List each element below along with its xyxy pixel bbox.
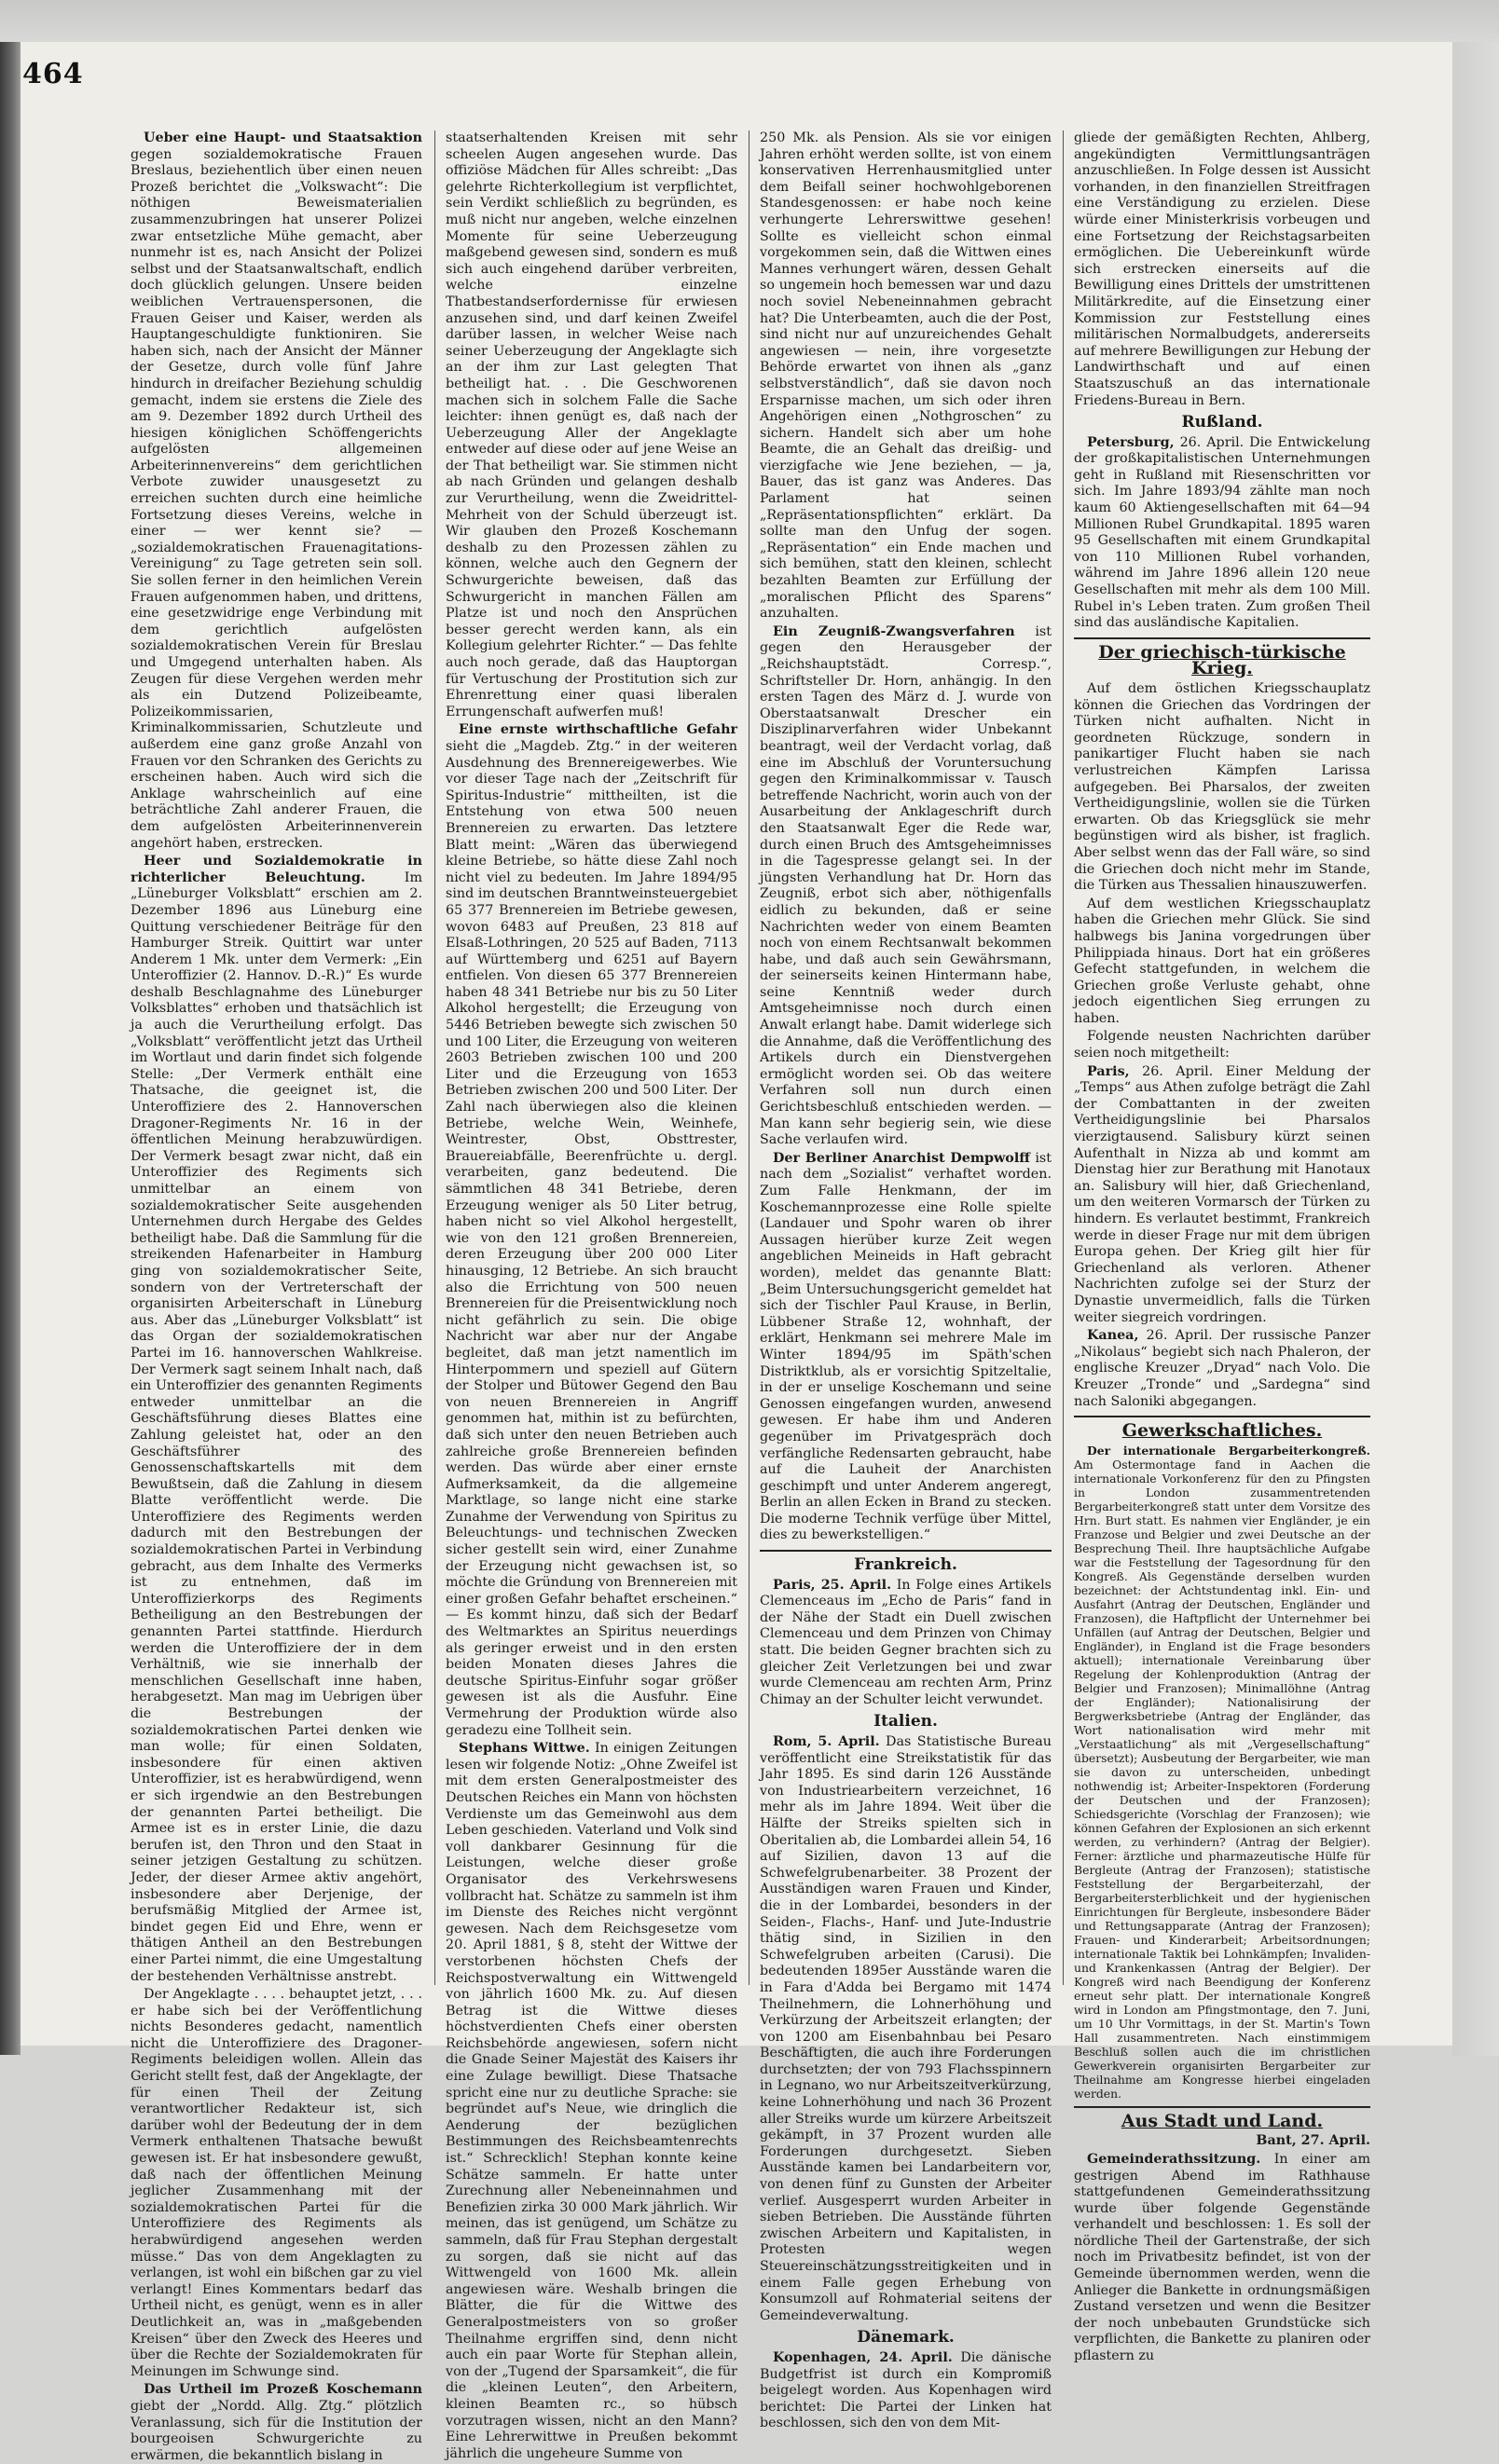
- article-text: Am Ostermontage fand in Aachen die internationale Vorkonferenz für den zu Pfingsten in London zusammentretenden Bergarbeiterkongreß statt unter dem Vorsitze des Hrn. Burt statt. Es nahmen vier Engländer, je ein Franzose und Belgier und zwei Deutsche an der Besprechung Theil. Ihre hauptsächliche Aufgabe war die Feststellung der Tagesordnung für den Kongreß. Als Gegenstände derselben wurden bezeichnet: der Achtstundentag inkl. Ein- und Ausfahrt (Antrag der Deutschen, Engländer und Franzosen), die Haftpflicht der Unternehmer bei Unfällen (auf Antrag der Deutschen, Belgier und Engländer), in England ist die Frage besonders aktuell); internationale Vereinbarung über Regelung der Kohlenproduktion (Antrag der Belgier und Franzosen); Minimallöhne (Antrag der Engländer); Nationalisirung der Bergwerksbetriebe (Antrag der Engländer, das Wort nationalisation wird mehr mit „Verstaatlichung“ als mit „Vergesellschaftung“ übersetzt); Ausbeutung der Bergarbeiter, wie man sie davon zu unterscheiden, unbedingt nothwendig ist; Arbeiter-Inspektoren (Forderung der Deutschen und der Franzosen); Schiedsgerichte (Vorschlag der Franzosen); wie können Gefahren der Explosionen an sich erkennt werden, zu verhindern? (Antrag der Belgier). Ferner: ärztliche und pharmazeutische Hülfe für Bergleute (Antrag der Franzosen); statistische Feststellung der Bergarbeiterzahl, der Bergarbeitersterblichkeit und der hygienischen Einrichtungen für Bergleute, insbesondere Bäder und Rettungsapparate (Antrag der Franzosen); Frauen- und Kinderarbeit; Arbeitsordnungen; internationale Taktik bei Lohnkämpfen; Invaliden- und Krankenkassen (Antrag der Belgier). Der Kongreß wird nach Beendigung der Konferenz erneut sehr platt. Der internationale Kongreß wird in London am Pfingstmontage, den 7. Juni, um 10 Uhr Vormittags, in der St. Martin's Town Hall zusammentreten. Nach einstimmigem Beschluß sollen auch die im christlichen Gewerkverein organisirten Bergarbeiter zur Theilnahme am Kongresse hierbei eingeladen werden.: [1074, 1457, 1370, 2101]
- section-heading-stadt-und-land: Aus Stadt und Land.: [1121, 2110, 1324, 2131]
- column-rule: [1063, 130, 1064, 1985]
- article-paragraph: [446, 130, 737, 720]
- article-paragraph: [760, 1578, 1052, 1709]
- column-1: [131, 130, 423, 2463]
- article-paragraph: [1074, 130, 1370, 409]
- section-heading-gewerkschaftliches: Gewerkschaftliches.: [1121, 1420, 1323, 1442]
- article-text: ist nach dem „Sozialist“ verhaftet worden. Zum Falle Henkmann, der im Koschemannprozesse eine Rolle spielte (Landauer und Spohr waren ob ihrer Aussagen hierüber kurze Zeit wegen angeblichen Meineids in Haft gebracht worden), meldet das genannte Blatt: „Beim Untersuchungsgericht gemeldet hat sich der Tischler Paul Krause, in Berlin, Lübbener Straße 12, wohnhaft, der erklärt, Henkmann sei mehrere Male im Winter 1894/95 im Späth'schen Distriktklub, als er vorsichtig Spitzeltalie, in der er unselige Koschemann und seine Genossen eingefangen wurden, anwesend gewesen. Er habe ihm und Anderen gegenüber im Privatgespräch doch verfängliche Redensarten gebraucht, habe auf die Lauheit der Anarchisten geschimpft und unter Anderem angeregt, Berlin an allen Ecken in Brand zu stecken. Die moderne Technik verfüge über Mittel, dies zu bewerkstelligen.“: [760, 1150, 1052, 1543]
- section-heading-daenemark: Dänemark.: [857, 2328, 955, 2348]
- article-lead: Ein Zeugniß-Zwangsverfahren: [773, 623, 1015, 639]
- article-paragraph: [1074, 2152, 1370, 2365]
- article-lead: Petersburg,: [1087, 434, 1175, 450]
- article-lead: Heer und Sozialdemokratie in richterlicher Beleuchtung.: [131, 854, 422, 885]
- article-text: gliede der gemäßigten Rechten, Ahlberg, angekündigten Vermittlungsanträgen anzuschließen. In Folge dessen ist Aussicht vorhanden, in den finanziellen Streitfragen eine Verständigung zu erzielen. Diese würde einer Ministerkrisis vorbeugen und eine Fortsetzung der Reichstagsarbeiten ermöglichen. Die Uebereinkunft würde sich erstrecken einerseits auf die Bewilligung eines Drittels der umstrittenen Militärkredite, auf die Einsetzung einer Kommission zur Feststellung eines militärischen Normalbudgets, andererseits auf mehrere Bewilligungen zur Hebung der Landwirthschaft und auf einen Staatszuschuß an das internationale Friedens-Bureau in Bern.: [1074, 130, 1370, 408]
- article-lead: Kanea,: [1087, 1328, 1139, 1344]
- article-lead: Der internationale Bergarbeiterkongreß.: [1087, 1443, 1370, 1458]
- section-divider: [1074, 2106, 1370, 2108]
- article-text: Das Statistische Bureau veröffentlicht eine Streikstatistik für das Jahr 1895. Es sind darin 126 Ausstände von Industriearbeitern verzeichnet, 16 mehr als im Jahre 1894. Weit über die Hälfte der Streiks spielten sich in Oberitalien ab, die Lombardei allein 54, 16 auf Sizilien, davon 13 auf die Schwefelgrubenarbeiter. 38 Prozent der Ausständigen waren Frauen und Kinder, die in der Lombardei, besonders in der Seiden-, Flachs-, Hanf- und Jute-Industrie thätig sind, in Sizilien in den Schwefelgruben arbeiten (Carusi). Die bedeutenden 1895er Ausstände waren die in Fara d'Adda bei Bergamo mit 1474 Theilnehmern, die Lohnerhöhung und Verkürzung der Arbeitszeit erlangten; der von 1200 am Eisenbahnbau bei Pesaro Beschäftigten, die auch ihre Forderungen durchsetzten; der von 793 Flachsspinnern in Legnano, wo nur Arbeitszeitverkürzung, keine Lohnerhöhung und nach 36 Prozent aller Streiks wurde um kürzere Arbeitszeit gekämpft, in 37 Prozent wurden alle Forderungen durchgesetzt. Sieben Ausstände kamen bei Landarbeitern vor, von denen fünf zu Gunsten der Arbeiter verlief. Ausgesperrt wurden Arbeiter in sieben Betrieben. Die Ausstände führten zwischen Arbeitern und Kapitalisten, in Protesten wegen Steuereinschätzungsstreitigkeiten und in einem Falle gegen Erhebung von Konsumzoll auf Rohmaterial seitens der Gemeindeverwaltung.: [760, 1734, 1052, 2323]
- article-paragraph: [1074, 1029, 1370, 1061]
- section-heading-frankreich: Frankreich.: [854, 1555, 957, 1575]
- article-lead: Paris,: [1087, 1063, 1130, 1079]
- section-divider: [1074, 637, 1370, 639]
- article-text: Folgende neusten Nachrichten darüber seien noch mitgetheilt:: [1074, 1029, 1370, 1061]
- article-lead: Kopenhagen, 24. April.: [773, 2349, 953, 2365]
- article-lead: Das Urtheil im Prozeß Koschemann: [144, 2382, 422, 2398]
- column-3: [760, 130, 1052, 2431]
- article-text: Im „Lüneburger Volksblatt“ erschien am 2. Dezember 1896 aus Lüneburg eine Quittung verschiedener Beiträge für den Hamburger Streik. Quittirt war unter Anderem 1 Mk. unter dem Vermerk: „Ein Unteroffizier (2. Hannov. D.-R.)“ Es wurde deshalb Beschlagnahme des Lüneburger Volksblattes“ erhoben und thatsächlich ist ja auch die Verurtheilung erfolgt. Das „Volksblatt“ veröffentlicht jetzt das Urtheil im Wortlaut und darin findet sich folgende Stelle: „Der Vermerk enthält eine Thatsache, die geeignet ist, die Unteroffiziere des 2. Hannoverschen Dragoner-Regiments Nr. 16 in der öffentlichen Meinung herabzuwürdigen. Der Vermerk besagt zwar nicht, daß ein Unteroffizier des Regiments sich unmittelbar an einem von sozialdemokratischer Seite ausgehenden Unternehmen durch Hergabe des Geldes betheiligt habe. Daß die Sammlung für die streikenden Hafenarbeiter in Hamburg ging von sozialdemokratischer Seite, sondern von der Vertreterschaft der organisirten Arbeiterschaft in Lüneburg aus. Aber das „Lüneburger Volksblatt“ ist das Organ der sozialdemokratischen Partei im 16. hannoverschen Wahlkreise. Der Vermerk sagt seinem Inhalt nach, daß ein Unteroffizier des genannten Regiments entweder unmittelbar an die Geschäftsführung dieses Blattes eine Zahlung geleistet hat, oder an den Geschäftsführer des Genossenschaftskartells mit dem Bewußtsein, daß die Zahlung in diesem Blatte veröffentlicht werde. Die Unteroffiziere des Regiments werden dadurch mit den Bestrebungen der sozialdemokratischen Partei in Verbindung gebracht, aus dem Inhalte des Vermerks ist zu entnehmen, daß im Unteroffizierkorps des Regiments Betheiligung an den Bestrebungen der genannten Partei stattfinde. Hierdurch werden die Unteroffiziere der in dem Verhältniß, wie sie innerhalb der menschlichen Gesellschaft inne haben, herabgesetzt. Man mag im Uebrigen über die Bestrebungen der sozialdemokratischen Partei denken wie man wolle; für einen Soldaten, insbesondere für einen aktiven Unteroffizier, ist es herabwürdigend, wenn er sich irgendwie an den Bestrebungen der genannten Partei betheiligt. Die Armee ist es in erster Linie, die dazu berufen ist, den Thron und den Staat in seiner jetzigen Gestaltung zu schützen. Jeder, der dieser Armee aktiv angehört, insbesondere aber Derjenige, der berufsmäßig Mitglied der Armee ist, bindet gegen Eid und Ehre, wenn er thätigen Antheil an den Bestrebungen einer Partei nimmt, die eine Umgestaltung der bestehenden Verhältnisse anstrebt.: [131, 869, 423, 1984]
- article-paragraph: [1074, 1064, 1370, 1327]
- book-spine-shadow: [0, 42, 21, 2055]
- article-text: In einigen Zeitungen lesen wir folgende Notiz: „Ohne Zweifel ist mit dem ersten Generalpostmeister des Deutschen Reiches ein Mann von höchsten Verdienste um das Gemeinwohl aus dem Leben geschieden. Vaterland und Volk sind voll dankbarer Gesinnung für die Leistungen, welche dieser große Organisator des Verkehrswesens vollbracht hat. Schätze zu sammeln ist ihm im Dienste des Reiches nicht vergönnt gewesen. Nach dem Reichsgesetze vom 20. April 1881, § 8, steht der Wittwe der verstorbenen höchsten Chefs der Reichspostverwaltung ein Wittwengeld von jährlich 1600 Mk. zu. Auf diesen Betrag ist die Wittwe dieses höchstverdienten Chefs einer obersten Reichsbehörde angewiesen, sofern nicht die Gnade Seiner Majestät des Kaisers ihr eine Zulage bewilligt. Diese Thatsache spricht eine nur zu deutliche Sprache: sie begründet auf's Neue, wie dringlich die Aenderung der bezüglichen Bestimmungen des Reichsbeamtenrechts ist.“ Schrecklich! Stephan konnte keine Schätze sammeln. Er hatte unter Zurechnung aller Nebeneinnahmen und Benefizien zirka 30 000 Mark jährlich. Wir meinen, das ist genügend, um Schätze zu sammeln, daß für Frau Stephan dergestalt zu sorgen, daß sie nicht auf das Wittwengeld von 1600 Mk. allein angewiesen wäre. Weshalb bringen die Blätter, die für die Wittwe des Generalpostmeisters von so großer Theilnahme ergriffen sind, denn nicht auch ein paar Worte für Stephan allein, von der „Tugend der Sparsamkeit“, die für die „kleinen Leuten“, den Arbeitern, kleinen Beamten rc., so hübsch vorzutragen wissen, nicht an den Mann? Eine Lehrerwittwe in Preußen bekommt jährlich die ungeheure Summe von: [446, 1741, 737, 2461]
- article-paragraph: [1074, 1444, 1370, 2101]
- article-paragraph: [446, 1741, 737, 2462]
- article-paragraph: [760, 2350, 1052, 2432]
- article-lead: Ueber eine Haupt- und Staatsaktion: [144, 130, 422, 145]
- article-paragraph: [1074, 681, 1370, 895]
- article-text: In einer am gestrigen Abend im Rathhause stattgefundenen Gemeinderathssitzung wurde über folgende Gegenstände verhandelt und beschlossen: 1. Es soll der nördliche Theil der Gartenstraße, der sich noch im Privatbesitz befindet, ist von der Gemeinde übernommen werden, wenn die Anlieger die Bankette in ordnungsmäßigen Zustand versetzen und wenn die Besitzer der noch unbebauten Grundstücke sich verpflichten, die Bankette zu planiren oder pflastern zu: [1074, 2151, 1370, 2364]
- article-paragraph: [131, 130, 422, 852]
- article-text: ist gegen den Herausgeber der „Reichshauptstädt. Corresp.“, Schriftsteller Dr. Horn, anhängig. In den ersten Tagen des März d. J. wurde von Oberstaatsanwalt Drescher ein Disziplinarverfahren wider Unbekannt beantragt, weil der Verdacht vorlag, daß eine im Abschluß der Voruntersuchung gegen den Kriminalkommissar v. Tausch betreffende Nachricht, worin auch von der Ausarbeitung der Anklageschrift durch den Staatsanwalt Eger die Rede war, durch einen Bruch des Amtsgeheimnisses in die Tagespresse gelangt sei. In der jüngsten Verhandlung hat Dr. Horn das Zeugniß, erbot sich aber, nöthigenfalls eidlich zu bekunden, daß er seine Nachrichten weder von einem Beamten noch von einem Rechtsanwalt bekommen habe, und daß auch sein Gewährsmann, der seinerseits keinen Hintermann habe, seine Kenntniß weder durch Amtsgeheimnisse noch durch einen Anwalt erlangt habe. Damit widerlege sich die Annahme, daß die Veröffentlichung des Artikels durch ein Dienstvergehen ermöglicht worden sei. Ob das weitere Verfahren soll nun durch einen Gerichtsbeschluß entschieden werden. — Man kann sehr begierig sein, wie diese Sache verlaufen wird.: [760, 623, 1052, 1148]
- article-text: gegen sozialdemokratische Frauen Breslaus, beziehentlich über einen neuen Prozeß berichtet die „Volkswacht“: Die nöthigen Beweismaterialien zusammenzubringen hat unserer Polizei zwar entsetzliche Mühe gemacht, aber nunmehr ist es, nach Ansicht der Polizei selbst und der Staatsanwaltschaft, endlich doch glücklich gelungen. Unsere beiden weiblichen Vertrauenspersonen, die Frauen Geiser und Kaiser, werden als Hauptangeschuldigte funktioniren. Sie haben sich, nach der Ansicht der Männer der Gesetze, durch volle fünf Jahre hindurch in dreifacher Beziehung schuldig gemacht, indem sie erstens die Ziele des am 9. Dezember 1892 durch Urtheil des hiesigen königlichen Schöffengerichts aufgelösten allgemeinen Arbeiterinnenvereins“ dem gerichtlichen Verbote zuwider unausgesetzt zu erreichen suchten durch eine heimliche Fortsetzung dieses Vereins, welche in einer — wer kennt sie? — „sozialdemokratischen Frauenagitations-Vereinigung“ zu Tage getreten sein soll. Sie sollen ferner in den heimlichen Verein Frauen aufgenommen haben, und drittens, eine gesetzwidrige enge Verbindung mit dem gerichtlich aufgelösten sozialdemokratischen Verein für Breslau und Umgegend unterhalten haben. Als Zeugen für diese Vergehen werden mehr als ein Dutzend Polizeibeamte, Polizeikommissarien, Kriminalkommissarien, Schutzleute und außerdem eine ganz große Anzahl von Frauen vor den Schranken des Gerichts zu erscheinen haben. Auch wird sich die Anklage wahrscheinlich auf eine beträchtliche Zahl anderer Frauen, die dem aufgelösten Arbeiterinnenverein angehört haben, erstrecken.: [131, 146, 422, 851]
- article-text: staatserhaltenden Kreisen mit sehr scheelen Augen angesehen wurde. Das offiziöse Mädchen für Alles schreibt: „Das gelehrte Richterkollegium ist verpflichtet, sein Verdikt schließlich zu begründen, es muß nicht nur angeben, welche einzelnen Momente für seine Ueberzeugung maßgebend gewesen sind, sondern es muß sich auch eingehend darüber verbreiten, welche einzelne Thatbestandserfordernisse für erwiesen anzusehen sind, und darf keinen Zweifel darüber lassen, in welcher Weise nach seiner Ueberzeugung der Angeklagte sich an der ihm zur Last gelegten That betheiligt hat. . . Die Geschworenen machen sich in solchem Falle die Sache leichter: ihnen genügt es, daß nach der Ueberzeugung Aller der Angeklagte entweder auf diese oder auf jene Weise an der That betheiligt war. Sie stimmen nicht ab nach Gründen und gelangen deshalb zur Verurtheilung, wenn die Zweidrittel-Mehrheit von der Schuld überzeugt ist. Wir glauben den Prozeß Koschemann deshalb zu den Prozessen zählen zu können, welche auch den Gegnern der Schwurgerichte beweisen, daß das Schwurgericht in manchen Fällen am Platze ist und noch den Ansprüchen besser gerecht werden kann, als ein Kollegium gelehrter Richter.“ — Das fehlte auch noch gerade, daß das Hauptorgan für Vertuschung der Prostitution sich zur Ehrenrettung einer quasi liberalen Errungenschaft aufwerfen muß!: [446, 130, 737, 719]
- article-paragraph: [446, 722, 737, 1739]
- article-paragraph: [1074, 1328, 1370, 1410]
- section-divider: [760, 1550, 1052, 1552]
- article-text: Auf dem östlichen Kriegsschauplatz können die Griechen das Vordringen der Türken nicht aufhalten. Nicht in geordneten Rückzuge, sondern in panikartiger Flucht haben sie nach verlustreichen Kämpfen Larissa aufgegeben. Bei Pharsalos, der zweiten Vertheidigungslinie, wollen sie die Türken erwarten. Ob das Kriegsglück sie mehr begünstigen wird als bisher, ist fraglich. Aber selbst wenn das der Fall wäre, so sind die Griechen doch nicht mehr im Stande, die Türken aus Thessalien hinauszuwerfen.: [1074, 681, 1370, 894]
- article-lead: Rom, 5. April.: [773, 1734, 880, 1749]
- article-paragraph: [131, 854, 422, 1985]
- article-paragraph: [131, 2382, 422, 2464]
- column-rule: [749, 130, 750, 1985]
- section-heading-krieg: Der griechisch-türkische Krieg.: [1098, 641, 1346, 679]
- article-text: giebt der „Nordd. Allg. Ztg.“ plötzlich Veranlassung, sich für die Institution der bourgeoisen Schwurgerichte zu erwärmen, die bekanntlich bislang in: [131, 2398, 422, 2463]
- article-text: 26. April. Einer Meldung der „Temps“ aus Athen zufolge beträgt die Zahl der Combattanten in der zweiten Vertheidigungslinie bei Pharsalos vierzigtausend. Salisbury kürzt seinen Aufenthalt in Nizza ab und kommt am Dienstag hier zur Berathung mit Hanotaux an. Salisbury will hier, daß Griechenland, um den weiteren Vormarsch der Türken zu hindern. Es verlautet bestimmt, Frankreich werde in dieser Frage nur mit dem übrigen Europa gehen. Der Krieg gilt hier für Griechenland als verloren. Athener Nachrichten zufolge sei der Sturz der Dynastie unvermeidlich, falls die Türken weiter siegreich vordringen.: [1074, 1063, 1370, 1325]
- article-lead: Paris, 25. April.: [773, 1577, 892, 1593]
- column-4: [1074, 130, 1371, 2364]
- article-paragraph: [1074, 435, 1370, 632]
- article-text: In Folge eines Artikels Clemenceaus im „Echo de Paris“ fand in der Nähe der Stadt ein Duell zwischen Clemenceau und dem Prinzen von Chimay statt. Die beiden Gegner brachten sich zu gleicher Zeit Verletzungen bei und zwar wurde Clemenceau am rechten Arm, Prinz Chimay an der Schulter leicht verwundet.: [760, 1577, 1052, 1707]
- article-paragraph: [760, 624, 1052, 1149]
- article-text: 26. April. Der russische Panzer „Nikolaus“ begiebt sich nach Phaleron, der englische Kreuzer „Dryad“ nach Volo. Die Kreuzer „Tronde“ und „Sardegna“ sind nach Saloniki abgegangen.: [1074, 1328, 1370, 1409]
- article-lead: Der Berliner Anarchist Dempwolff: [773, 1150, 1031, 1166]
- article-paragraph: [760, 1734, 1052, 2324]
- section-heading-italien: Italien.: [873, 1712, 938, 1732]
- article-text: Auf dem westlichen Kriegsschauplatz haben die Griechen mehr Glück. Sie sind halbwegs bis Janina vorgedrungen über Philippiada hinaus. Dort hat ein größeres Gefecht stattgefunden, in welchem die Griechen große Verluste gehabt, ohne jedoch eigentlichen Sieg errungen zu haben.: [1074, 896, 1370, 1026]
- page-number: 464: [22, 58, 84, 90]
- article-paragraph: [1074, 897, 1370, 1028]
- article-lead: Eine ernste wirthschaftliche Gefahr: [459, 722, 737, 738]
- section-divider: [1074, 1416, 1370, 1417]
- article-text: 250 Mk. als Pension. Als sie vor einigen Jahren erhöht werden sollte, ist von einem konservativen Herrenhausmitglied unter dem Beifall seiner hochwohlgeborenen Standesgenossen: er habe noch keine verhungerte Lehrerswittwe gesehen! Sollte es vielleicht schon einmal vorgekommen sein, daß die Wittwen eines Mannes verhungert wären, dessen Gehalt so ungemein hoch bemessen war und dazu noch soviel Nebeneinnahmen gebracht hat? Die Unterbeamten, auch die der Post, sind nicht nur auf unzureichendes Gehalt angewiesen — nein, ihre vorgesetzte Behörde erwartet von ihnen als „ganz selbstverständlich“, daß sie davon noch Ersparnisse machen, um sich oder ihren Angehörigen einen „Nothgroschen“ zu sichern. Handelt sich aber um hohe Beamte, die an Gehalt das dreißig- und vierzigfache wie Jene beziehen, — ja, Bauer, das ist ganz was Anderes. Das Parlament hat seinen „Repräsentationspflichten“ erklärt. Da sollte man den Unfug der sogen. „Repräsentation“ ein Ende machen und sich bemühen, statt den kleinen, schlecht bezahlten Beamten zur Erfüllung der „moralischen Pflicht des Sparens“ anzuhalten.: [760, 130, 1052, 622]
- scan-top-border: [0, 0, 1499, 42]
- article-lead: Stephans Wittwe.: [459, 1741, 590, 1757]
- column-2: [446, 130, 737, 2461]
- article-paragraph: [131, 1987, 422, 2380]
- article-text: Der Angeklagte . . . . behauptet jetzt, . . . er habe sich bei der Veröffentlichung nichts Besonderes gedacht, namentlich nicht die Unteroffiziere des Dragoner-Regiments beleidigen wollen. Allein das Gericht stellt fest, daß der Angeklagte, der für einen Theil der Zeitung verantwortlicher Redakteur ist, sich darüber wohl der Bedeutung der in dem Vermerk enthaltenen Thatsache bewußt gewesen ist. Er hat insbesondere gewußt, daß nach der öffentlichen Meinung jeglicher Zusammenhang mit der sozialdemokratischen Partei für die Unteroffiziere des Regiments als herabwürdigend angesehen werden müsse.“ Das von dem Angeklagten zu verlangen, ist wohl ein bißchen gar zu viel verlangt! Eines Kommentars bedarf das Urtheil nicht, es genügt, wenn es in aller Deutlichkeit an, was in „maßgebenden Kreisen“ über den Zweck des Heeres und über die Rechte der Sozialdemokraten für Meinungen im Schwunge sind.: [131, 1987, 422, 2379]
- dateline: Bant, 27. April.: [1256, 2133, 1370, 2149]
- article-text: Die dänische Budgetfrist ist durch ein Kompromiß beigelegt worden. Aus Kopenhagen wird berichtet: Die Partei der Linken hat beschlossen, sich den von dem Mit-: [760, 2349, 1052, 2431]
- article-paragraph: [760, 130, 1052, 623]
- article-text: sieht die „Magdeb. Ztg.“ in der weiteren Ausdehnung des Brennereigewerbes. Wie vor dieser Tage nach der „Zeitschrift für Spiritus-Industrie“ mittheilten, ist die Entstehung von etwa 500 neuen Brennereien zu erwarten. Das letztere Blatt meint: „Wären das überwiegend kleine Betriebe, so hätte diese Zahl noch nicht viel zu bedeuten. Im Jahre 1894/95 sind im deutschen Branntweinsteuergebiet 65 377 Brennereien im Betriebe gewesen, wovon 6483 auf Preußen, 23 818 auf Elsaß-Lothringen, 20 525 auf Baden, 7113 auf Württemberg und 6251 auf Bayern entfielen. Von diesen 65 377 Brennereien haben 48 341 Betriebe nur bis zu 50 Liter Alkohol hergestellt; die Erzeugung von 5446 Betrieben bewegte sich zwischen 50 und 100 Liter, die Erzeugung von weiteren 2603 Betrieben zwischen 100 und 200 Liter und die Erzeugung von 1653 Betrieben zwischen 200 und 500 Liter. Der Zahl nach überwiegen also die kleinen Betriebe, welche Wein, Weinhefe, Weintrester, Obst, Obsttrester, Brauereiabfälle, Beerenfrüchte u. dergl. verarbeiten, ganz bedeutend. Die sämmtlichen 48 341 Betriebe, deren Erzeugung weniger als 50 Liter betrug, haben nicht so viel Alkohol hergestellt, wie von den 121 großen Brennereien, deren Erzeugung über 200 000 Liter hinausging, 12 Betriebe. An sich braucht also die Errichtung von 500 neuen Brennereien für die Preisentwicklung noch nicht gefährlich zu sein. Die obige Nachricht war aber nur der Angabe begleitet, daß man jetzt namentlich im Hinterpommern und speziell auf Gütern der Stolper und Bütower Gegend den Bau von neuen Brennereien in Angriff genommen hat, mithin ist zu befürchten, daß sich unter den neuen Betrieben auch zahlreiche große Brennereien befinden werden. Das würde aber einer ernste Aufmerksamkeit, da die allgemeine Marktlage, so lange nicht eine starke Zunahme der Verwendung von Spiritus zu Beleuchtungs- und technischen Zwecken sicher gestellt sein wird, einer Zunahme der Erzeugung nicht gewachsen ist, so möchte die Gründung von Brennereien mit einer großen Gefahr behaftet erscheinen.“ — Es kommt hinzu, daß sich der Bedarf des Weltmarktes an Spiritus neuerdings als geringer erweist und in den ersten beiden Monaten dieses Jahres die deutsche Spiritus-Einfuhr sogar größer gewesen ist als die Ausfuhr. Eine Vermehrung der Produktion würde also geradezu eine Tollheit sein.: [446, 738, 737, 1738]
- column-rule: [434, 130, 435, 1985]
- scan-right-border: [1452, 42, 1499, 2056]
- article-paragraph: [760, 1151, 1052, 1544]
- article-text: 26. April. Die Entwickelung der großkapitalistischen Unternehmungen geht in Rußland mit Riesenschritten vor sich. Im Jahre 1893/94 zählte man noch kaum 60 Aktiengesellschaften mit 64—94 Millionen Rubel Grundkapital. 1895 waren 95 Gesellschaften mit einem Grundkapital von 110 Millionen Rubel vorhanden, während im Jahre 1896 allein 120 neue Gesellschaften mit mehr als dem 100 Mill. Rubel in's Leben traten. Zum großen Theil sind das ausländische Kapitalien.: [1074, 434, 1371, 631]
- section-heading-russland: Rußland.: [1181, 413, 1263, 432]
- article-lead: Gemeinderathssitzung.: [1087, 2151, 1261, 2167]
